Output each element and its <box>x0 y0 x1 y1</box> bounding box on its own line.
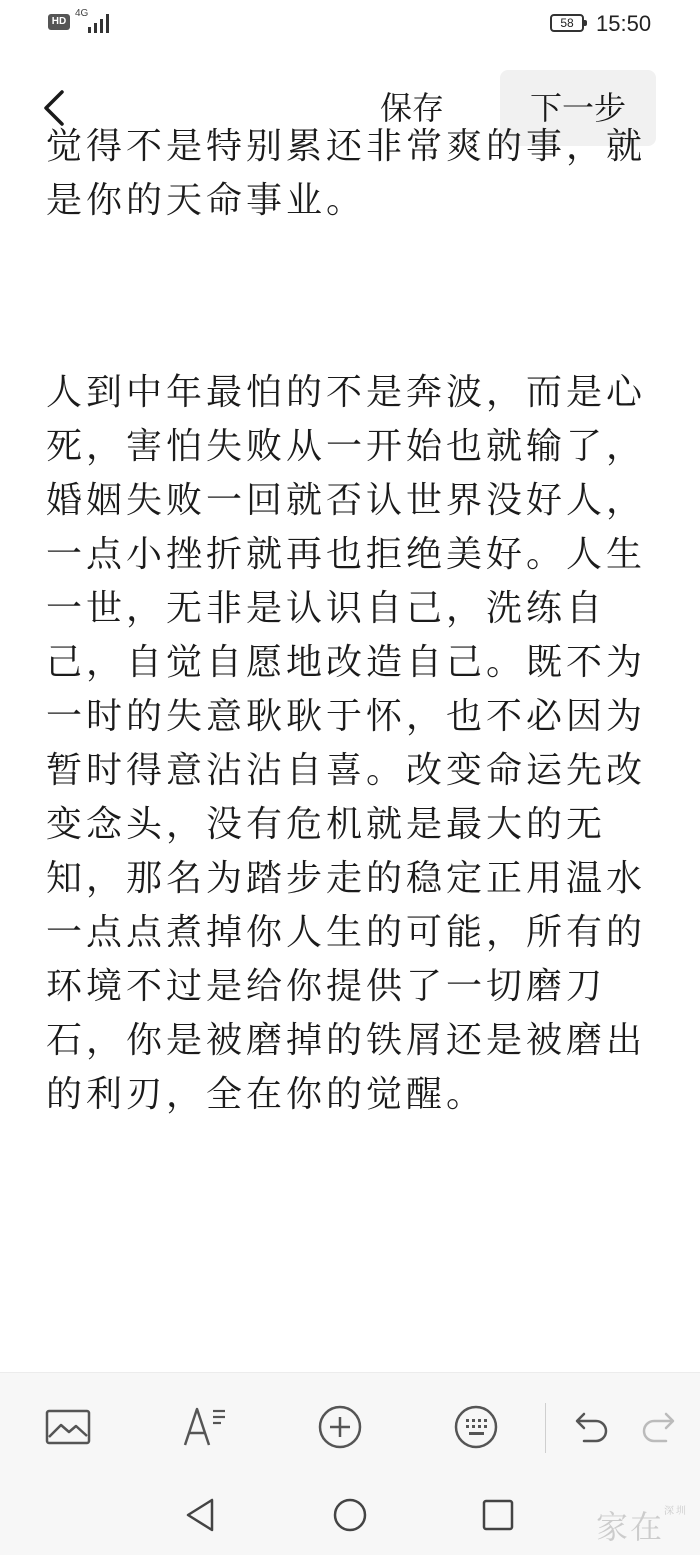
save-button[interactable]: 保存 <box>379 89 444 127</box>
nav-recents-button[interactable] <box>468 1490 528 1540</box>
text-format-button[interactable] <box>175 1397 235 1457</box>
watermark <box>596 1502 688 1548</box>
keyboard-button[interactable] <box>446 1397 506 1457</box>
add-icon <box>310 1397 370 1457</box>
status-bar <box>0 0 700 48</box>
watermark-text: 家在 <box>595 1508 664 1546</box>
editor-paragraph[interactable]: 人到中年最怕的不是奔波，而是心死，害怕失败从一开始也就输了，婚姻失败一回就否认世界没好人，一点小挫折就再也拒绝美好。人生一世，无非是认识自己，洗练自己，自觉自愿地改造自己。既不为一时的失意耿耿于怀，也不必因为暂时得意沾沾自喜。改变命运先改变念头，没有危机就是最大的无知，那名为踏步走的稳定正用温水一点点煮掉你人生的可能，所有的环境不过是给你提供了一切磨刀石，你是被磨掉的铁屑还是被磨出的利刃，全在你的觉醒。 <box>46 372 647 1115</box>
insert-image-button[interactable] <box>38 1397 98 1457</box>
network-type-label: 4G <box>75 8 89 19</box>
text-format-icon <box>175 1397 235 1457</box>
formatting-toolbar <box>0 1372 700 1482</box>
recents-square-icon <box>468 1490 528 1540</box>
editor-paragraph[interactable]: 觉得不是特别累还非常爽的事，就是你的天命事业。 <box>46 126 647 221</box>
undo-icon <box>560 1397 620 1457</box>
toolbar-divider <box>545 1403 546 1453</box>
undo-button[interactable] <box>560 1397 620 1457</box>
battery-icon: 58 <box>550 14 584 32</box>
redo-button[interactable] <box>630 1397 690 1457</box>
insert-button[interactable] <box>310 1397 370 1457</box>
signal-strength-icon <box>86 13 112 33</box>
image-icon <box>38 1397 98 1457</box>
text-editor[interactable] <box>0 126 700 1372</box>
watermark-small-text: 深圳 <box>664 1506 688 1517</box>
nav-back-button[interactable] <box>170 1490 230 1540</box>
back-triangle-icon <box>170 1490 230 1540</box>
redo-icon <box>630 1397 690 1457</box>
hd-indicator: HD <box>48 14 70 30</box>
system-nav-bar <box>0 1482 700 1555</box>
status-time: 15:50 <box>596 11 652 36</box>
next-step-button[interactable]: 下一步 <box>500 70 656 146</box>
keyboard-icon <box>446 1397 506 1457</box>
nav-home-button[interactable] <box>320 1490 380 1540</box>
home-circle-icon <box>320 1490 380 1540</box>
